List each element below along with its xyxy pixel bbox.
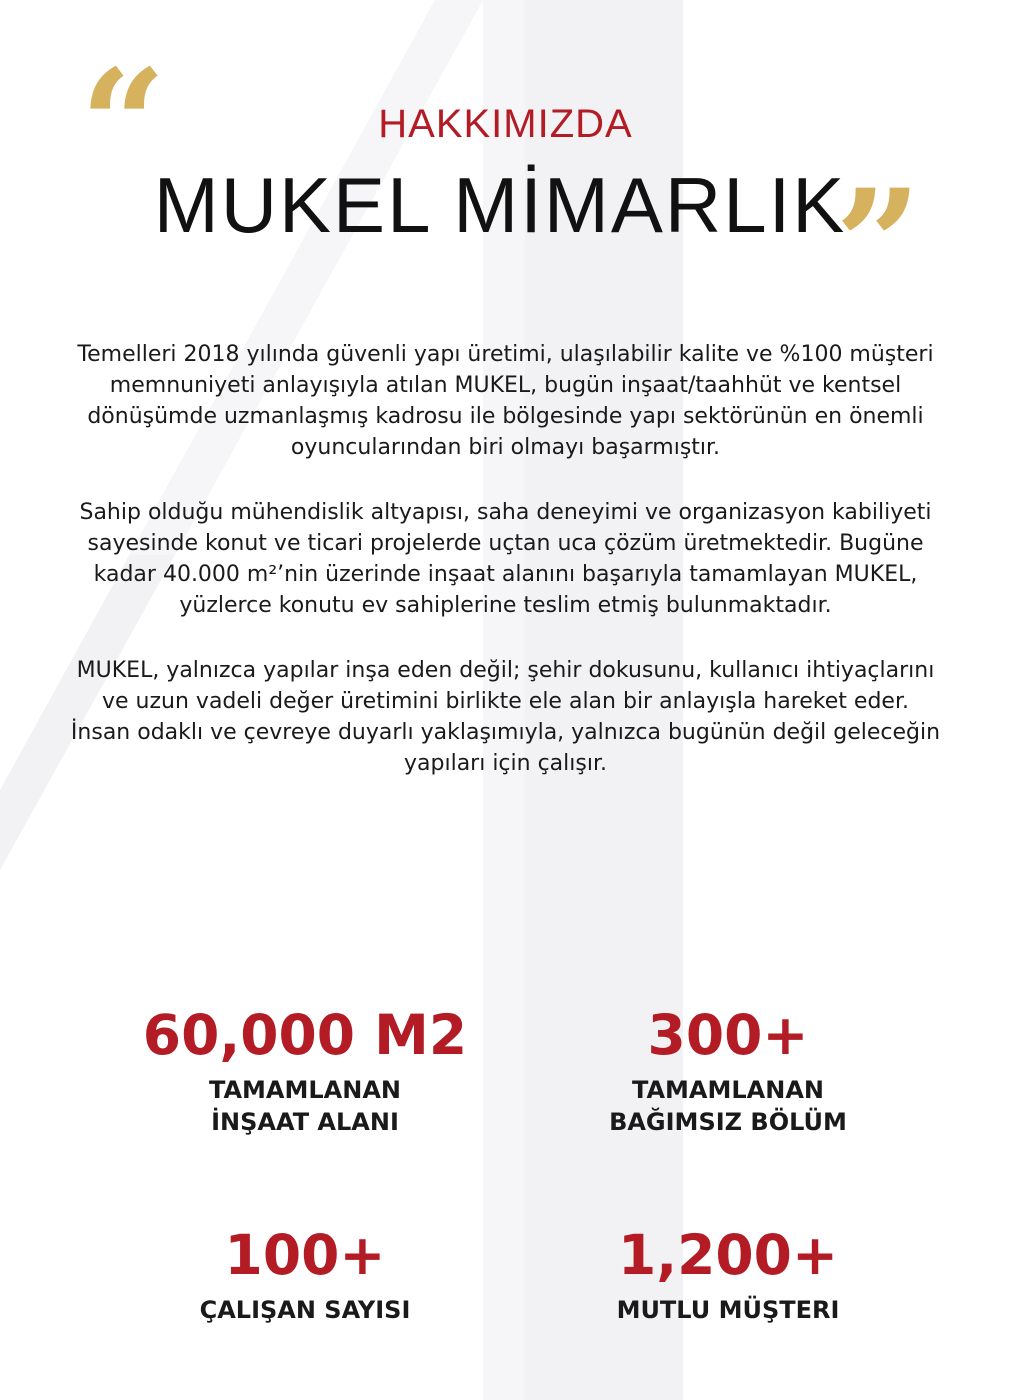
- stat-label-line: BAĞIMSIZ BÖLÜM: [609, 1108, 847, 1136]
- stat-label-line: MUTLU MÜŞTERI: [616, 1296, 840, 1324]
- close-quote-icon: ”: [835, 157, 922, 333]
- stat-independent-units: [508, 1002, 948, 1138]
- stat-label-line: ÇALIŞAN SAYISI: [199, 1296, 411, 1324]
- stat-label: [85, 1294, 525, 1326]
- stat-construction-area: [85, 1002, 525, 1138]
- stat-label: [508, 1294, 948, 1326]
- stat-label: [508, 1074, 948, 1138]
- stat-happy-customers: [508, 1222, 948, 1326]
- paragraph-2: Sahip olduğu mühendislik altyapısı, saha deneyimi ve organizasyon kabiliyeti sayesinde konut ve ticari projelerde uçtan uca çözüm üretmektedir. Bugüne kadar 40.000 m²’nin üzerinde inşaat alanını başarıyla tamamlayan MUKEL, yüzlerce konutu ev sahiplerine teslim etmiş bulunmaktadır.: [79, 500, 932, 618]
- stat-employees: [85, 1222, 525, 1326]
- about-text: [70, 339, 941, 813]
- paragraph-3: MUKEL, yalnızca yapılar inşa eden değil; şehir dokusunu, kullanıcı ihtiyaçlarını ve uzun vadeli değer üretimini birlikte ele alan bir anlayışla hareket eder. İnsan odaklı ve çevreye duyarlı yaklaşımıyla, yalnızca bugünün değil geleceğin yapıları için çalışır.: [70, 658, 941, 776]
- stat-value: 60,000 M2: [142, 1003, 468, 1067]
- stat-label-line: TAMAMLANAN: [631, 1076, 825, 1104]
- stat-value: 300+: [647, 1003, 809, 1067]
- paragraph-1: Temelleri 2018 yılında güvenli yapı üretimi, ulaşılabilir kalite ve %100 müşteri memnuniyeti anlayışıyla atılan MUKEL, bugün inşaat/taahhüt ve kentsel dönüşümde uzmanlaşmış kadrosu ile bölgesinde yapı sektörünün en önemli oyuncularından biri olmayı başarmıştır.: [77, 342, 934, 460]
- stat-value: 1,200+: [617, 1223, 839, 1287]
- open-quote-icon: “: [80, 37, 167, 213]
- section-subtitle: HAKKIMIZDA: [378, 102, 633, 146]
- stat-label-line: İNŞAAT ALANI: [211, 1108, 399, 1136]
- stat-label: [85, 1074, 525, 1138]
- stat-label-line: TAMAMLANAN: [208, 1076, 402, 1104]
- page-title: MUKEL MİMARLIK: [153, 161, 847, 249]
- stat-value: 100+: [224, 1223, 386, 1287]
